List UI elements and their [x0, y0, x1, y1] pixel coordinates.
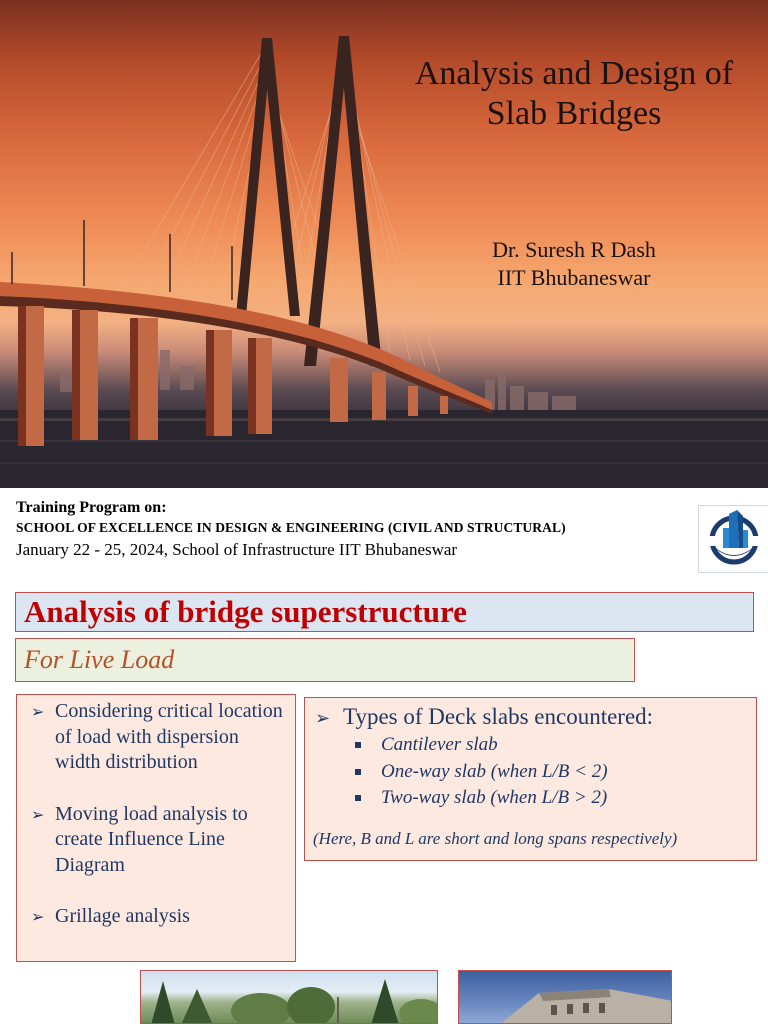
arrow-bullet-icon: ➢ [31, 804, 45, 824]
slide-title: Analysis of bridge superstructure [15, 592, 754, 632]
list-item-text: Cantilever slab [381, 734, 498, 755]
deck-slab-heading [313, 702, 748, 732]
author-block [450, 236, 698, 292]
program-info [16, 498, 686, 562]
author-affiliation: IIT Bhubaneswar [497, 265, 651, 290]
list-item-text: Moving load analysis to create Influence Line Diagram [55, 802, 248, 876]
program-label: Training Program on: [16, 499, 167, 516]
title-line-1: Analysis and Design of [414, 55, 734, 92]
campus-photo [140, 970, 438, 1024]
list-item-text: Considering critical location of load with dispersion width distribution [55, 700, 283, 773]
list-item-text: One-way slab (when L/B < 2) [381, 760, 608, 782]
arrow-bullet-icon: ➢ [315, 708, 331, 729]
deck-slab-list [313, 732, 748, 812]
program-dates: January 22 - 25, 2024, School of Infrastructure IIT Bhubaneswar [16, 540, 458, 559]
square-bullet-icon [355, 769, 361, 775]
list-item [355, 759, 748, 786]
list-item [355, 785, 748, 812]
program-name: SCHOOL OF EXCELLENCE IN DESIGN & ENGINEERING (CIVIL AND STRUCTURAL) [16, 520, 566, 535]
presentation-title [380, 54, 768, 134]
list-item [23, 802, 289, 879]
list-item [23, 904, 289, 930]
arrow-bullet-icon: ➢ [31, 702, 45, 721]
institute-logo-icon [698, 505, 768, 573]
deck-slab-types-box [304, 697, 757, 861]
span-note: (Here, B and L are short and long spans respectively) [313, 828, 678, 848]
analysis-methods-box [16, 694, 296, 962]
list-item-text: Grillage analysis [55, 905, 190, 927]
deck-slab-heading-text: Types of Deck slabs encountered: [343, 704, 654, 729]
square-bullet-icon [355, 742, 361, 748]
list-item [355, 732, 748, 759]
building-photo [458, 970, 672, 1024]
arrow-bullet-icon: ➢ [31, 907, 45, 926]
title-slide-hero [0, 0, 768, 488]
square-bullet-icon [355, 795, 361, 801]
title-line-2: Slab Bridges [486, 95, 662, 132]
author-name: Dr. Suresh R Dash [492, 237, 656, 262]
slide-subtitle: For Live Load [15, 638, 635, 682]
list-item-text: Two-way slab (when L/B > 2) [381, 787, 608, 808]
list-item [23, 699, 289, 776]
